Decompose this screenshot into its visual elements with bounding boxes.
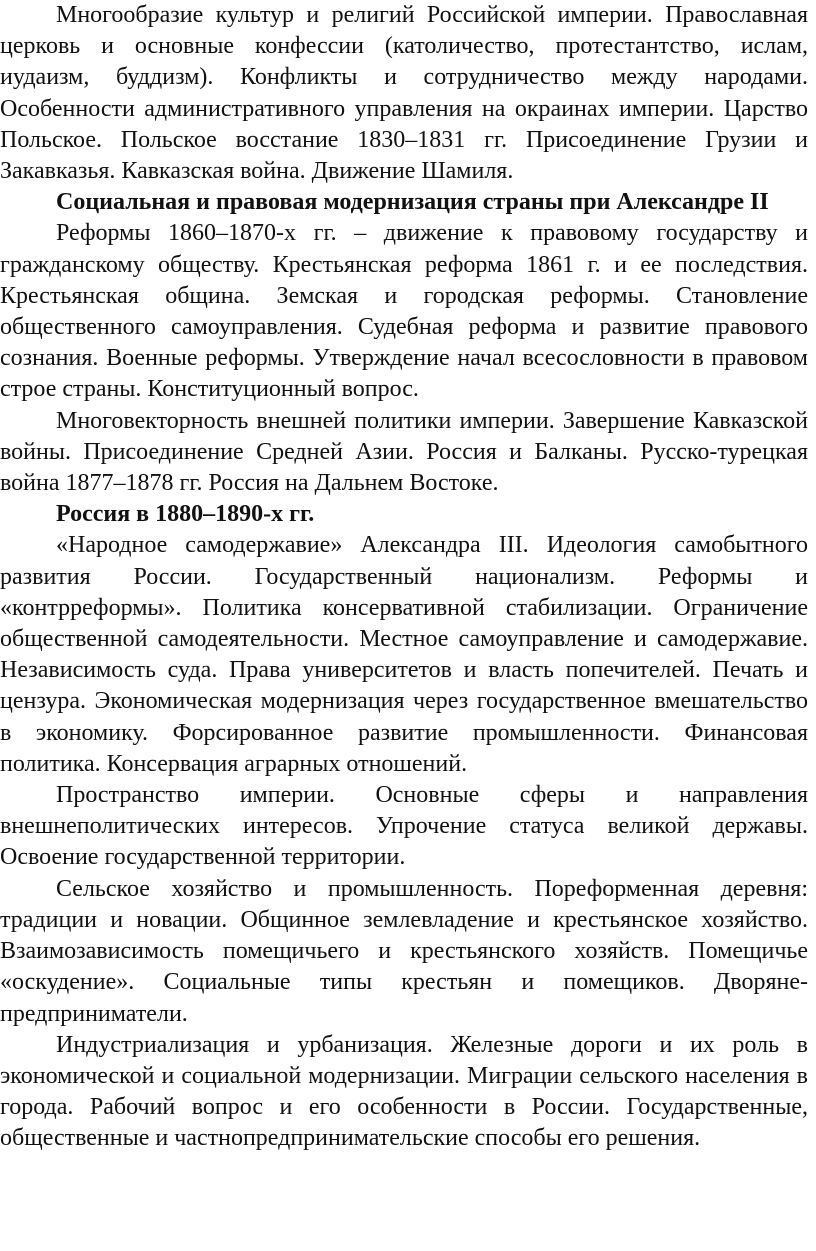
paragraph-reforms-1860-1870: Реформы 1860–1870-х гг. – движение к правовому государству и гражданскому обществу. Крестьянская реформа 1861 г. и ее последствия. Крестьянская община. Земская и городская реформы. Становление общественного самоуправления. Судебная реформа и развитие правового сознания. Военные реформы. Утверждение начал всесословности в правовом строе страны. Конституционный вопрос. (0, 220, 808, 403)
paragraph-agriculture-industry: Сельское хозяйство и промышленность. Пореформенная деревня: традиции и новации. Общинное землевладение и крестьянское хозяйство. Взаимозависимость помещичьего и крестьянского хозяйств. Помещичье «оскудение». Социальные типы крестьян и помещиков. Дворяне-предприниматели. (0, 875, 808, 1027)
paragraph-cultures-religions: Многообразие культур и религий Российской империи. Православная церковь и основные конфессии (католичество, протестантство, ислам, иудаизм, буддизм). Конфликты и сотрудничество между народами. Особенности административного управления на окраинах империи. Царство Польское. Польское восстание 1830–1831 гг. Присоединение Грузии и Закавказья. Кавказская война. Движение Шамиля. (0, 2, 808, 185)
section-heading-alexander-ii: Социальная и правовая модернизация страны при Александре II (56, 189, 769, 216)
section-heading-1880-1890: Россия в 1880–1890-х гг. (56, 501, 315, 528)
paragraph-people-autocracy: «Народное самодержавие» Александра III. Идеология самобытного развития России. Государственный национализм. Реформы и «контрреформы». Политика консервативной стабилизации. Ограничение общественной самодеятельности. Местное самоуправление и самодержавие. Независимость суда. Права университетов и власть попечителей. Печать и цензура. Экономическая модернизация через государственное вмешательство в экономику. Форсированное развитие промышленности. Финансовая политика. Консервация аграрных отношений. (0, 532, 808, 777)
paragraph-industrialization: Индустриализация и урбанизация. Железные дороги и их роль в экономической и социальной модернизации. Миграции сельского населения в города. Рабочий вопрос и его особенности в России. Государственные, общественные и частнопредпринимательские способы его решения. (0, 1031, 808, 1152)
paragraph-empire-space: Пространство империи. Основные сферы и направления внешнеполитических интересов. Упрочение статуса великой державы. Освоение государственной территории. (0, 782, 808, 871)
paragraph-foreign-policy: Многовекторность внешней политики империи. Завершение Кавказской войны. Присоединение Средней Азии. Россия и Балканы. Русско-турецкая война 1877–1878 гг. Россия на Дальнем Востоке. (0, 407, 808, 497)
